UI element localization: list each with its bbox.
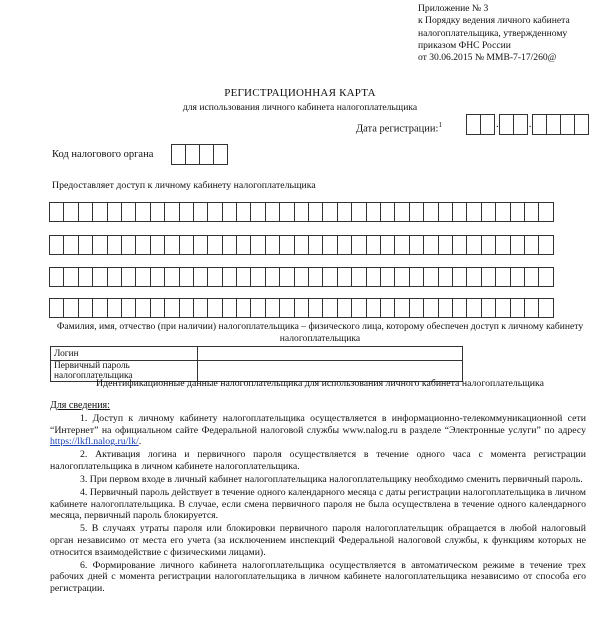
name-letter-cell[interactable]	[438, 235, 453, 255]
name-letter-cell[interactable]	[222, 235, 237, 255]
name-letter-cell[interactable]	[179, 235, 194, 255]
name-letter-cell[interactable]	[322, 235, 337, 255]
name-letter-cell[interactable]	[49, 202, 64, 222]
identification-caption: Идентификационные данные налогоплательщика для использования личного кабинета налогоплательщика	[96, 378, 544, 389]
name-letter-cell[interactable]	[49, 298, 64, 318]
note-1-text: 1. Доступ к личному кабинету налогоплательщика осуществляется в информационно-телекоммуникационной сети “Интернет” на официальном сайте Федеральной налоговой службы www.nalog.ru в разделе “Электронные услуги” по адресу	[50, 413, 586, 436]
name-letter-cell[interactable]	[510, 267, 525, 287]
name-letter-cell[interactable]	[236, 267, 251, 287]
name-letter-cell[interactable]	[49, 267, 64, 287]
code-cell[interactable]	[171, 144, 186, 165]
code-cell[interactable]	[213, 144, 228, 165]
name-letter-cell[interactable]	[438, 202, 453, 222]
name-letter-cell[interactable]	[236, 202, 251, 222]
name-letter-cell[interactable]	[63, 235, 78, 255]
name-letter-cell[interactable]	[394, 267, 409, 287]
name-letter-cell[interactable]	[423, 267, 438, 287]
document-title: РЕГИСТРАЦИОННАЯ КАРТА	[224, 87, 376, 99]
login-row	[51, 347, 463, 361]
name-letter-cell[interactable]	[510, 235, 525, 255]
name-letter-cell[interactable]	[279, 235, 294, 255]
name-letter-cell[interactable]	[538, 298, 553, 318]
name-letter-cell[interactable]	[150, 235, 165, 255]
date-separator: .	[528, 118, 532, 130]
appendix-line-1: Приложение № 3	[418, 3, 489, 14]
name-letter-cell[interactable]	[524, 235, 539, 255]
name-letter-cell[interactable]	[250, 298, 265, 318]
name-letter-cell[interactable]	[308, 202, 323, 222]
name-letter-cell[interactable]	[452, 298, 467, 318]
name-letter-cell[interactable]	[207, 202, 222, 222]
name-letter-cell[interactable]	[322, 267, 337, 287]
name-letter-cell[interactable]	[179, 202, 194, 222]
name-letter-cell[interactable]	[135, 202, 150, 222]
name-letter-cell[interactable]	[322, 202, 337, 222]
name-letter-cell[interactable]	[207, 267, 222, 287]
name-letter-cell[interactable]	[423, 298, 438, 318]
appendix-header	[418, 3, 598, 64]
name-letter-cell[interactable]	[107, 267, 122, 287]
name-letter-cell[interactable]	[179, 298, 194, 318]
credentials-table	[50, 346, 463, 382]
name-letter-cell[interactable]	[265, 235, 280, 255]
name-letter-cell[interactable]	[394, 298, 409, 318]
code-cell[interactable]	[199, 144, 214, 165]
name-letter-cell[interactable]	[250, 235, 265, 255]
name-letter-cell[interactable]	[78, 202, 93, 222]
name-letter-cell[interactable]	[207, 235, 222, 255]
name-letter-cell[interactable]	[250, 202, 265, 222]
name-letter-cell[interactable]	[524, 267, 539, 287]
note-4: 4. Первичный пароль действует в течение одного календарного месяца с даты регистрации налогоплательщика в личном кабинете налогоплательщика. В случае, если смена первичного пароля не была осуществлена в течение одного календарного месяца, первичный пароль блокируется.	[50, 487, 586, 522]
name-letter-cell[interactable]	[452, 202, 467, 222]
date-cell[interactable]	[532, 114, 547, 135]
name-letter-cell[interactable]	[164, 235, 179, 255]
name-letter-cell[interactable]	[279, 267, 294, 287]
name-letter-cell[interactable]	[423, 202, 438, 222]
name-letter-cell[interactable]	[452, 267, 467, 287]
name-letter-cell[interactable]	[481, 298, 496, 318]
name-letter-cell[interactable]	[351, 202, 366, 222]
name-letter-cell[interactable]	[78, 235, 93, 255]
name-letter-cell[interactable]	[538, 267, 553, 287]
name-letter-cell[interactable]	[366, 298, 381, 318]
note-1	[50, 413, 586, 448]
name-letter-cell[interactable]	[394, 235, 409, 255]
appendix-line-5: от 30.06.2015 № ММВ-7-17/260@	[418, 52, 557, 64]
name-letter-cell[interactable]	[63, 202, 78, 222]
name-letter-cell[interactable]	[265, 202, 280, 222]
name-letter-cell[interactable]	[49, 235, 64, 255]
name-letter-cell[interactable]	[409, 202, 424, 222]
name-letter-cell[interactable]	[135, 267, 150, 287]
name-letter-cell[interactable]	[236, 298, 251, 318]
name-letter-cell[interactable]	[150, 267, 165, 287]
name-row-3[interactable]	[50, 267, 554, 287]
name-letter-cell[interactable]	[308, 267, 323, 287]
name-letter-cell[interactable]	[193, 267, 208, 287]
name-letter-cell[interactable]	[438, 267, 453, 287]
name-letter-cell[interactable]	[466, 202, 481, 222]
name-letter-cell[interactable]	[380, 267, 395, 287]
name-letter-cell[interactable]	[63, 267, 78, 287]
name-letter-cell[interactable]	[164, 267, 179, 287]
name-letter-cell[interactable]	[495, 267, 510, 287]
name-letter-cell[interactable]	[495, 298, 510, 318]
date-cell[interactable]	[560, 114, 575, 135]
login-value[interactable]	[198, 347, 463, 361]
name-letter-cell[interactable]	[107, 298, 122, 318]
name-letter-cell[interactable]	[481, 202, 496, 222]
name-letter-cell[interactable]	[409, 267, 424, 287]
name-letter-cell[interactable]	[207, 298, 222, 318]
name-letter-cell[interactable]	[135, 235, 150, 255]
name-letter-cell[interactable]	[265, 267, 280, 287]
info-notes	[50, 413, 586, 596]
name-letter-cell[interactable]	[538, 202, 553, 222]
name-letter-cell[interactable]	[193, 202, 208, 222]
date-cell[interactable]	[466, 114, 481, 135]
name-letter-cell[interactable]	[380, 298, 395, 318]
name-letter-cell[interactable]	[78, 267, 93, 287]
name-letter-cell[interactable]	[438, 298, 453, 318]
access-grant-label: Предоставляет доступ к личному кабинету налогоплательщика	[52, 180, 316, 191]
name-letter-cell[interactable]	[322, 298, 337, 318]
password-label: Первичный пароль налогоплательщика	[51, 361, 198, 382]
date-cell[interactable]	[546, 114, 561, 135]
name-letter-cell[interactable]	[495, 235, 510, 255]
name-letter-cell[interactable]	[279, 202, 294, 222]
login-label: Логин	[51, 347, 198, 361]
name-letter-cell[interactable]	[380, 202, 395, 222]
note-2: 2. Активация логина и первичного пароля осуществляется в течение одного часа с момента регистрации налогоплательщика в личном кабинете налогоплательщика.	[50, 449, 586, 472]
name-letter-cell[interactable]	[164, 202, 179, 222]
date-cell[interactable]	[513, 114, 528, 135]
footnote-marker: 1	[438, 121, 442, 129]
name-letter-cell[interactable]	[466, 235, 481, 255]
name-letter-cell[interactable]	[294, 235, 309, 255]
name-letter-cell[interactable]	[524, 298, 539, 318]
name-letter-cell[interactable]	[366, 267, 381, 287]
name-letter-cell[interactable]	[294, 298, 309, 318]
name-letter-cell[interactable]	[308, 298, 323, 318]
registration-date-label-text: Дата регистрации:	[356, 123, 439, 135]
name-letter-cell[interactable]	[107, 235, 122, 255]
name-letter-cell[interactable]	[380, 235, 395, 255]
name-letter-cell[interactable]	[265, 298, 280, 318]
name-letter-cell[interactable]	[193, 298, 208, 318]
date-cell[interactable]	[499, 114, 514, 135]
name-letter-cell[interactable]	[236, 235, 251, 255]
name-letter-cell[interactable]	[121, 235, 136, 255]
name-letter-cell[interactable]	[481, 235, 496, 255]
name-letter-cell[interactable]	[351, 235, 366, 255]
tax-authority-code-label: Код налогового органа	[52, 149, 154, 160]
code-cell[interactable]	[185, 144, 200, 165]
name-letter-cell[interactable]	[222, 298, 237, 318]
name-letter-cell[interactable]	[250, 267, 265, 287]
name-letter-cell[interactable]	[510, 298, 525, 318]
name-letter-cell[interactable]	[135, 298, 150, 318]
name-letter-cell[interactable]	[351, 298, 366, 318]
tax-authority-code-field[interactable]	[172, 144, 228, 165]
note-6: 6. Формирование личного кабинета налогоплательщика осуществляется в автоматическом режиме в течение трех рабочих дней с момента регистрации налогоплательщика в личном кабинете налогоплательщика независимо от способа его регистрации.	[50, 559, 586, 594]
note-5: 5. В случаях утраты пароля или блокировки первичного пароля налогоплательщик обращается в любой налоговый орган независимо от места его учета (за исключением инспекций Федеральной налоговой службы, к функциям которых не относится взаимодействие с физическими лицами).	[50, 523, 586, 558]
name-row-4[interactable]	[50, 298, 554, 318]
name-letter-cell[interactable]	[495, 202, 510, 222]
name-letter-cell[interactable]	[466, 267, 481, 287]
name-letter-cell[interactable]	[294, 267, 309, 287]
name-letter-cell[interactable]	[366, 235, 381, 255]
name-letter-cell[interactable]	[394, 202, 409, 222]
name-letter-cell[interactable]	[92, 202, 107, 222]
name-letter-cell[interactable]	[92, 235, 107, 255]
name-letter-cell[interactable]	[222, 202, 237, 222]
name-letter-cell[interactable]	[164, 298, 179, 318]
name-letter-cell[interactable]	[193, 235, 208, 255]
name-letter-cell[interactable]	[481, 267, 496, 287]
name-letter-cell[interactable]	[121, 298, 136, 318]
name-letter-cell[interactable]	[308, 235, 323, 255]
name-letter-cell[interactable]	[179, 267, 194, 287]
date-cell[interactable]	[574, 114, 589, 135]
name-letter-cell[interactable]	[92, 267, 107, 287]
appendix-line-4: приказом ФНС России	[418, 39, 511, 51]
name-letter-cell[interactable]	[510, 202, 525, 222]
registration-date-label	[356, 121, 442, 135]
name-row-2[interactable]	[50, 235, 554, 255]
lk-link[interactable]: https://lkfl.nalog.ru/lk/	[50, 436, 139, 448]
note-3: 3. При первом входе в личный кабинет налогоплательщика налогоплательщику необходимо сменить первичный пароль.	[80, 473, 583, 485]
registration-date-field[interactable]	[467, 114, 589, 135]
name-letter-cell[interactable]	[466, 298, 481, 318]
name-letter-cell[interactable]	[279, 298, 294, 318]
name-row-1[interactable]	[50, 202, 554, 222]
name-caption: Фамилия, имя, отчество (при наличии) налогоплательщика – физического лица, которому обеспечен доступ к личному кабинету налогоплательщика	[56, 321, 584, 344]
appendix-line-2: к Порядку ведения личного кабинета	[418, 15, 570, 27]
document-subtitle: для использования личного кабинета налогоплательщика	[182, 102, 418, 113]
name-letter-cell[interactable]	[351, 267, 366, 287]
appendix-line-3: налогоплательщика, утвержденному	[418, 27, 568, 39]
name-letter-cell[interactable]	[63, 298, 78, 318]
name-letter-cell[interactable]	[150, 202, 165, 222]
name-letter-cell[interactable]	[337, 202, 352, 222]
name-letter-cell[interactable]	[294, 202, 309, 222]
name-letter-cell[interactable]	[107, 202, 122, 222]
name-letter-cell[interactable]	[452, 235, 467, 255]
name-letter-cell[interactable]	[337, 235, 352, 255]
name-letter-cell[interactable]	[150, 298, 165, 318]
name-letter-cell[interactable]	[366, 202, 381, 222]
name-letter-cell[interactable]	[337, 298, 352, 318]
name-letter-cell[interactable]	[337, 267, 352, 287]
name-letter-cell[interactable]	[78, 298, 93, 318]
name-letter-cell[interactable]	[409, 298, 424, 318]
date-separator: .	[496, 118, 499, 130]
note-1-end: .	[138, 436, 142, 448]
name-letter-cell[interactable]	[524, 202, 539, 222]
info-heading: Для сведения:	[50, 400, 110, 411]
name-letter-cell[interactable]	[121, 202, 136, 222]
name-letter-cell[interactable]	[92, 298, 107, 318]
name-letter-cell[interactable]	[409, 235, 424, 255]
name-letter-cell[interactable]	[538, 235, 553, 255]
date-cell[interactable]	[480, 114, 495, 135]
name-letter-cell[interactable]	[121, 267, 136, 287]
name-letter-cell[interactable]	[423, 235, 438, 255]
name-letter-cell[interactable]	[222, 267, 237, 287]
